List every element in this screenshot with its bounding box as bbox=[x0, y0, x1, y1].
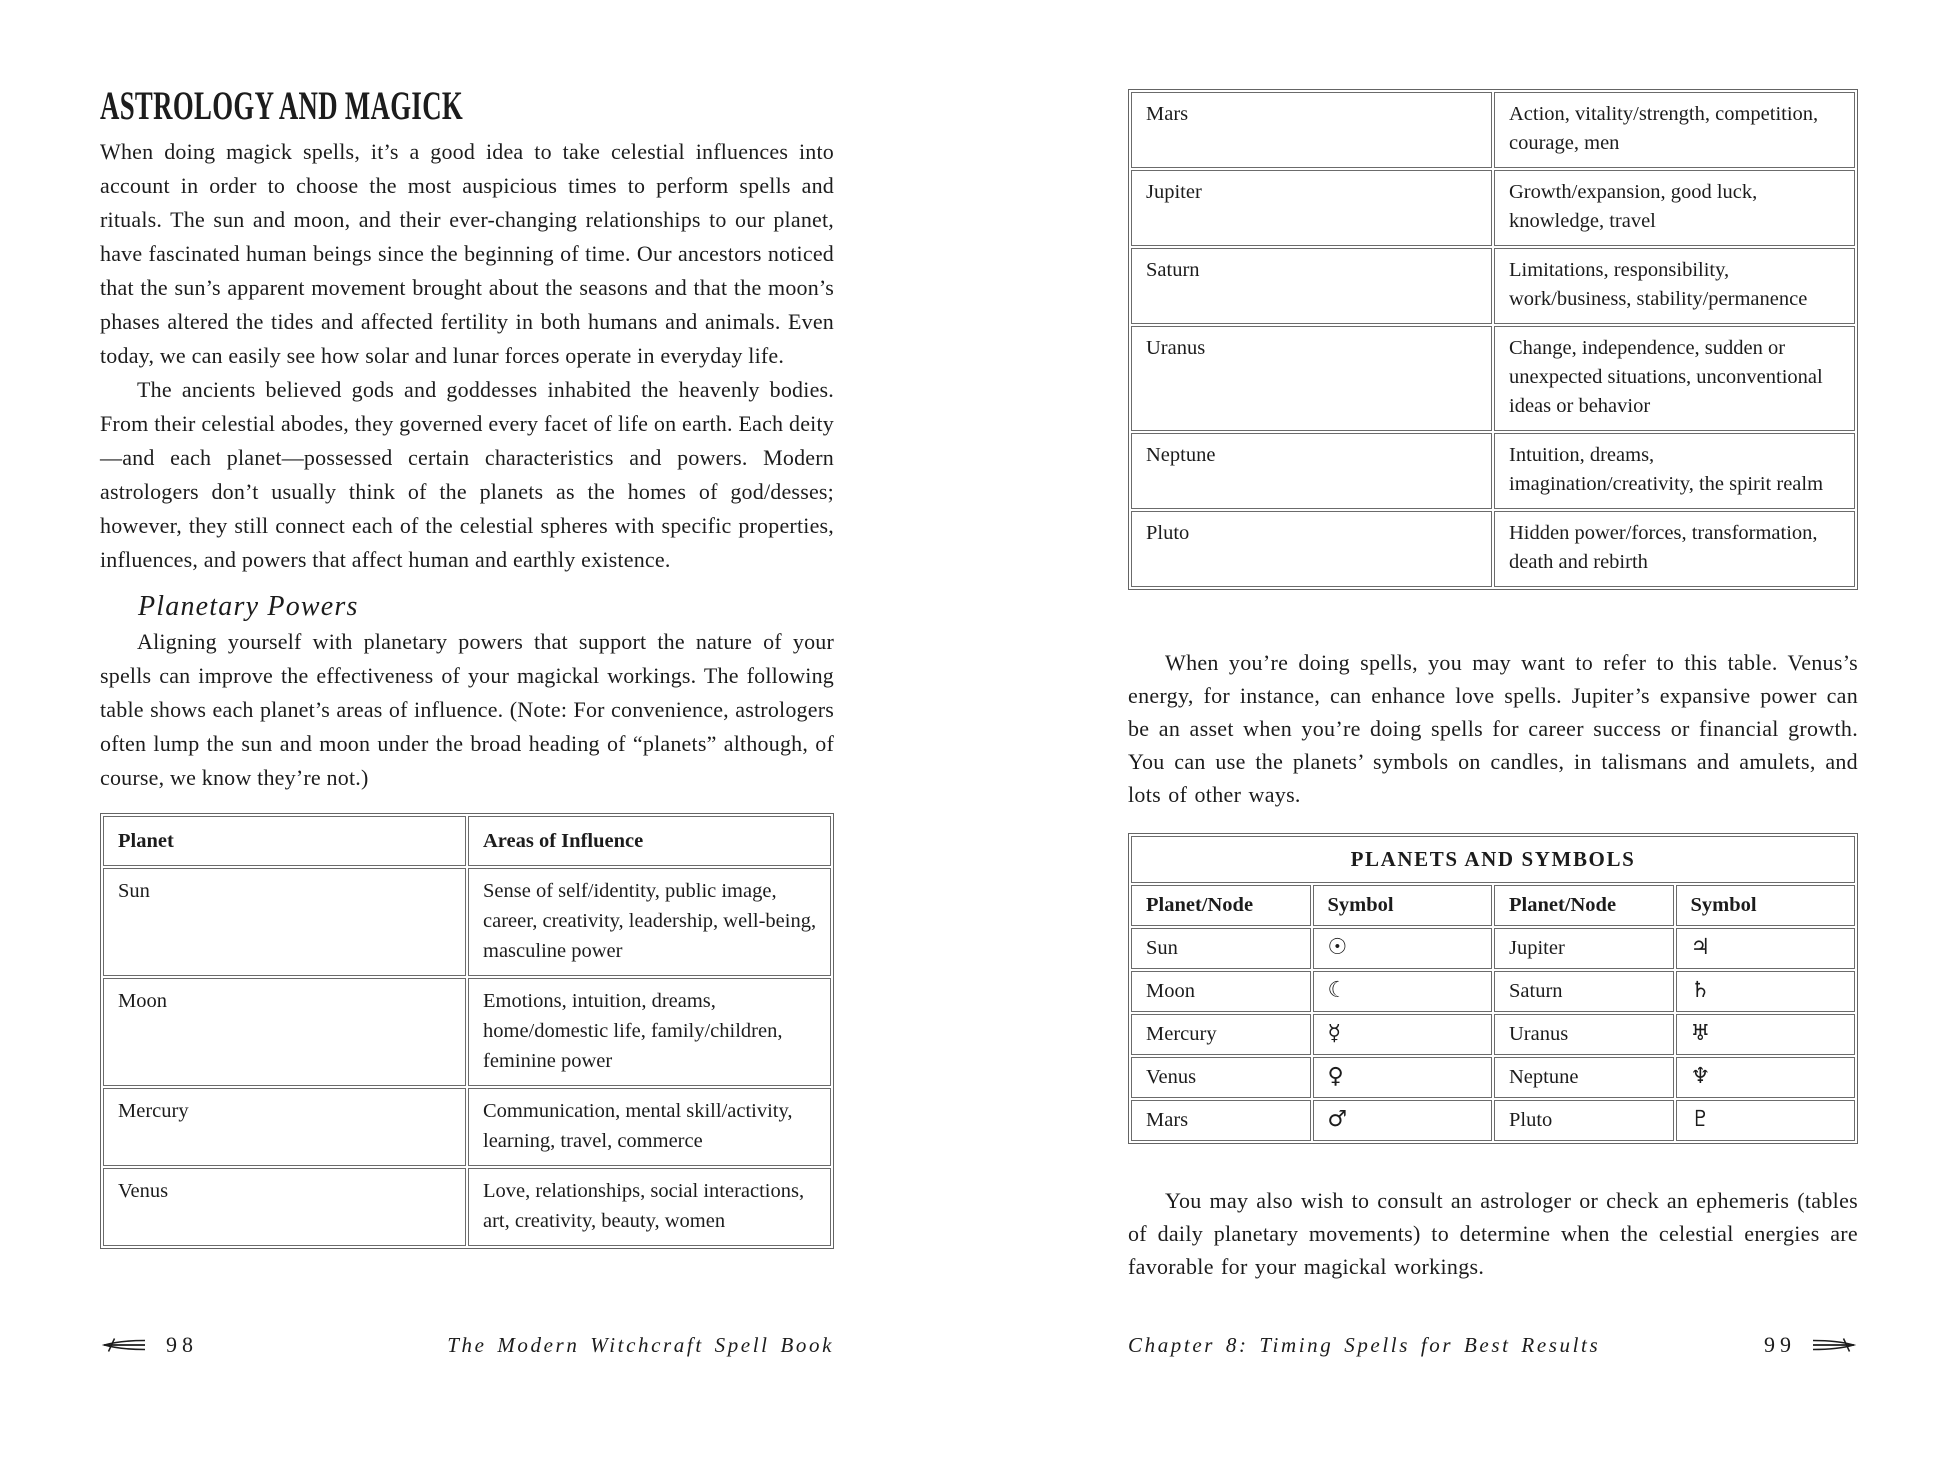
paragraph-ephemeris: You may also wish to consult an astrologer or check an ephemeris (tables of daily planetary movements) to determine when the celestial energies are favorable for your magickal workings. bbox=[1128, 1188, 1858, 1279]
table-row bbox=[1131, 433, 1855, 509]
table-row bbox=[1131, 170, 1855, 246]
table-row bbox=[103, 868, 831, 976]
saturn-symbol: ♄ bbox=[1676, 971, 1856, 1012]
influence-cell: Action, vitality/strength, competition, courage, men bbox=[1494, 92, 1855, 168]
planet-cell: Moon bbox=[103, 978, 466, 1086]
table-row bbox=[1131, 248, 1855, 324]
symbols-title-row bbox=[1131, 836, 1855, 883]
symbols-table-title: PLANETS AND SYMBOLS bbox=[1131, 836, 1855, 883]
table-row bbox=[103, 1088, 831, 1166]
mars-symbol: ♂ bbox=[1313, 1100, 1493, 1141]
neptune-symbol: ♆ bbox=[1676, 1057, 1856, 1098]
planet-cell: Venus bbox=[1131, 1057, 1311, 1098]
planet-cell: Mercury bbox=[1131, 1014, 1311, 1055]
planet-cell: Uranus bbox=[1131, 326, 1492, 431]
paragraph-ancients: The ancients believed gods and goddesses inhabited the heavenly bodies. From their celestial abodes, they governed every facet of life on earth. Each deity—and each planet—possessed certain characteristics and powers. Modern astrologers don’t usually think of the planets as the homes of god/desses; however, they still connect each of the celestial spheres with specific properties, influences, and powers that affect human and earthly existence. bbox=[100, 377, 834, 572]
pluto-symbol: ♇ bbox=[1676, 1100, 1856, 1141]
planet-cell: Mars bbox=[1131, 92, 1492, 168]
planet-node-header: Planet/Node bbox=[1131, 885, 1311, 926]
table-row bbox=[1131, 92, 1855, 168]
jupiter-symbol: ♃ bbox=[1676, 928, 1856, 969]
influence-cell: Sense of self/identity, public image, career, creativity, leadership, well-being, masculine power bbox=[468, 868, 831, 976]
table-row bbox=[103, 978, 831, 1086]
planet-cell: Uranus bbox=[1494, 1014, 1674, 1055]
influence-column-header: Areas of Influence bbox=[468, 816, 831, 866]
table-row bbox=[1131, 511, 1855, 587]
mercury-symbol: ☿ bbox=[1313, 1014, 1493, 1055]
influence-cell: Emotions, intuition, dreams, home/domestic life, family/children, feminine power bbox=[468, 978, 831, 1086]
planet-cell: Sun bbox=[1131, 928, 1311, 969]
influence-cell: Change, independence, sudden or unexpected situations, unconventional ideas or behavior bbox=[1494, 326, 1855, 431]
table-row bbox=[1131, 326, 1855, 431]
planet-cell: Saturn bbox=[1494, 971, 1674, 1012]
planet-cell: Jupiter bbox=[1131, 170, 1492, 246]
planet-cell: Pluto bbox=[1494, 1100, 1674, 1141]
symbol-header: Symbol bbox=[1313, 885, 1493, 926]
influence-cell: Hidden power/forces, transformation, death and rebirth bbox=[1494, 511, 1855, 587]
moon-symbol: ☾ bbox=[1313, 971, 1493, 1012]
page-number: 98 bbox=[166, 1332, 198, 1357]
arrow-fleuron-right-icon bbox=[1812, 1336, 1858, 1354]
planet-cell: Neptune bbox=[1494, 1057, 1674, 1098]
symbols-header-row bbox=[1131, 885, 1855, 926]
symbol-header: Symbol bbox=[1676, 885, 1856, 926]
planet-cell: Neptune bbox=[1131, 433, 1492, 509]
planets-symbols-table bbox=[1128, 833, 1858, 1144]
book-title: The Modern Witchcraft Spell Book bbox=[447, 1332, 834, 1357]
table-header-row bbox=[103, 816, 831, 866]
section-heading: ASTROLOGY AND MAGICK bbox=[100, 83, 464, 128]
paragraph-intro: When doing magick spells, it’s a good idea to take celestial influences into account in order to choose the most auspicious times to perform spells and rituals. The sun and moon, and their ever-changing relationships to our planet, have fascinated human beings since the beginning of time. Our ancestors noticed that the sun’s apparent movement brought about the seasons and that the moon’s phases altered the tides and affected fertility in both humans and animals. Even today, we can easily see how solar and lunar forces operate in everyday life. bbox=[100, 139, 834, 368]
planet-influence-table bbox=[100, 813, 834, 1249]
symbols-row bbox=[1131, 1057, 1855, 1098]
influence-cell: Intuition, dreams, imagination/creativity, the spirit realm bbox=[1494, 433, 1855, 509]
sun-symbol: ☉ bbox=[1313, 928, 1493, 969]
planet-influence-table-continued bbox=[1128, 89, 1858, 590]
influence-cell: Love, relationships, social interactions, art, creativity, beauty, women bbox=[468, 1168, 831, 1246]
page-number: 99 bbox=[1764, 1332, 1796, 1357]
influence-cell: Growth/expansion, good luck, knowledge, travel bbox=[1494, 170, 1855, 246]
subheading-planetary-powers: Planetary Powers bbox=[138, 591, 359, 622]
symbols-row bbox=[1131, 1014, 1855, 1055]
influence-cell: Communication, mental skill/activity, learning, travel, commerce bbox=[468, 1088, 831, 1166]
planet-cell: Mercury bbox=[103, 1088, 466, 1166]
arrow-fleuron-left-icon bbox=[100, 1336, 146, 1354]
influence-cell: Limitations, responsibility, work/business, stability/permanence bbox=[1494, 248, 1855, 324]
venus-symbol: ♀ bbox=[1313, 1057, 1493, 1098]
symbols-row bbox=[1131, 971, 1855, 1012]
symbols-row bbox=[1131, 928, 1855, 969]
left-footer bbox=[100, 1328, 834, 1362]
uranus-symbol: ♅ bbox=[1676, 1014, 1856, 1055]
chapter-running-title: Chapter 8: Timing Spells for Best Results bbox=[1128, 1332, 1601, 1357]
right-footer bbox=[1128, 1328, 1858, 1362]
page-right bbox=[973, 0, 1946, 1460]
planet-node-header: Planet/Node bbox=[1494, 885, 1674, 926]
planet-cell: Moon bbox=[1131, 971, 1311, 1012]
table-row bbox=[103, 1168, 831, 1246]
planet-cell: Saturn bbox=[1131, 248, 1492, 324]
symbols-row bbox=[1131, 1100, 1855, 1141]
paragraph-when-doing-spells: When you’re doing spells, you may want to refer to this table. Venus’s energy, for instance, can enhance love spells. Jupiter’s expansive power can be an asset when you’re doing spells for career success or financial growth. You can use the planets’ symbols on candles, in talismans and amulets, and lots of other ways. bbox=[1128, 650, 1858, 807]
planet-cell: Pluto bbox=[1131, 511, 1492, 587]
planet-cell: Venus bbox=[103, 1168, 466, 1246]
planet-cell: Jupiter bbox=[1494, 928, 1674, 969]
planet-cell: Sun bbox=[103, 868, 466, 976]
paragraph-aligning: Aligning yourself with planetary powers that support the nature of your spells can improve the effectiveness of your magickal workings. The following table shows each planet’s areas of influence. (Note: For convenience, astrologers often lump the sun and moon under the broad heading of “planets” although, of course, we know they’re not.) bbox=[100, 629, 834, 790]
planet-column-header: Planet bbox=[103, 816, 466, 866]
planet-cell: Mars bbox=[1131, 1100, 1311, 1141]
